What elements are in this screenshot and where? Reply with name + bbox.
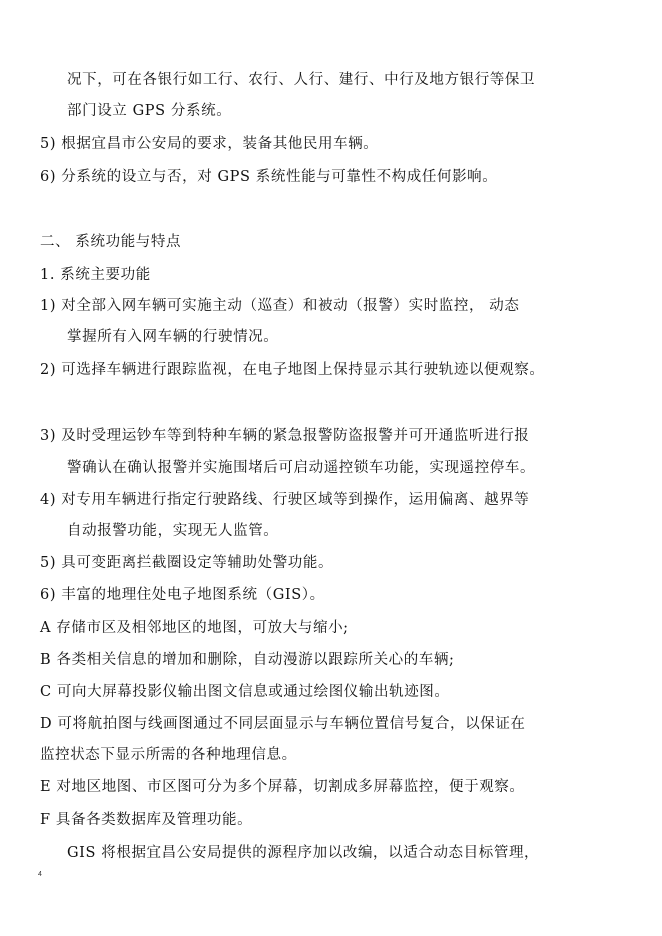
text-line-15: 6) 丰富的地理住处电子地图系统（GIS）。	[40, 587, 325, 603]
text-line-9: 2) 可选择车辆进行跟踪监视，在电子地图上保持显示其行驶轨迹以便观察。	[40, 362, 545, 378]
text-line-7: 1) 对全部入网车辆可实施主动（巡查）和被动（报警）实时监控， 动态	[40, 298, 520, 314]
text-line-2: 部门设立 GPS 分系统。	[67, 103, 232, 119]
text-line-23: GIS 将根据宜昌公安局提供的源程序加以改编，以适合动态目标管理，	[67, 845, 540, 861]
text-line-1: 况下，可在各银行如工行、农行、人行、建行、中行及地方银行等保卫	[67, 72, 536, 88]
text-line-13: 自动报警功能，实现无人监管。	[67, 523, 279, 539]
text-line-4: 6) 分系统的设立与否，对 GPS 系统性能与可靠性不构成任何影响。	[40, 169, 498, 185]
page-number: 4	[38, 871, 42, 878]
text-line-22: F 具备各类数据库及管理功能。	[40, 812, 253, 828]
subsection-heading: 1. 系统主要功能	[40, 267, 151, 283]
text-line-11: 警确认在确认报警并实施围堵后可启动遥控锁车功能，实现遥控停车。	[67, 460, 536, 476]
section-heading: 二、 系统功能与特点	[40, 234, 182, 250]
text-line-19: D 可将航拍图与线画图通过不同层面显示与车辆位置信号复合，以保证在	[40, 716, 526, 732]
text-line-16: A 存储市区及相邻地区的地图，可放大与缩小;	[40, 620, 349, 636]
text-line-10: 3) 及时受理运钞车等到特种车辆的紧急报警防盗报警并可开通监听进行报	[40, 428, 530, 444]
text-line-17: B 各类相关信息的增加和删除，自动漫游以跟踪所关心的车辆;	[40, 652, 455, 668]
text-line-21: E 对地区地图、市区图可分为多个屏幕，切割成多屏幕监控，便于观察。	[40, 779, 525, 795]
text-line-20: 监控状态下显示所需的各种地理信息。	[40, 747, 297, 763]
text-line-3: 5) 根据宜昌市公安局的要求，装备其他民用车辆。	[40, 136, 379, 152]
text-line-8: 掌握所有入网车辆的行驶情况。	[67, 329, 279, 345]
text-line-12: 4) 对专用车辆进行指定行驶路线、行驶区域等到操作，运用偏离、越界等	[40, 492, 530, 508]
text-line-18: C 可向大屏幕投影仪输出图文信息或通过绘图仪输出轨迹图。	[40, 684, 450, 700]
text-line-14: 5) 具可变距离拦截圈设定等辅助处警功能。	[40, 555, 334, 571]
